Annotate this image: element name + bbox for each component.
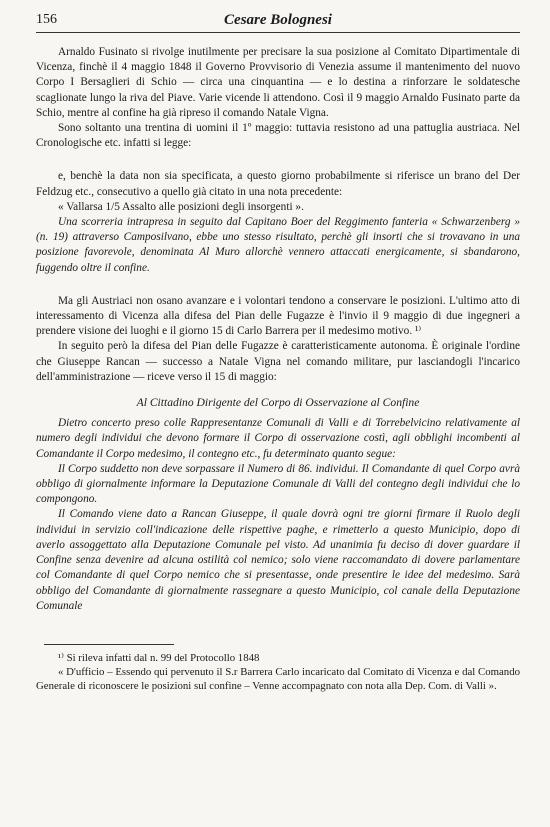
paragraph-2: Sono soltanto una trentina di uomini il 1º maggio: tuttavia resistono ad una pattuglia austriaca. Nel Cronologische etc. infatti si legge: [36, 122, 520, 150]
paragraph-6: Ma gli Austriaci non osano avanzare e i volontari tendono a conservare le posizioni. L'ultimo atto di interessamento di Vicenza alla difesa del Pian delle Fugazze è l'invio il 9 maggio di due ingegneri a prendere visione dei luoghi e il giorno 15 di Carlo Barrera per il medesimo motivo. ¹⁾ [36, 294, 520, 338]
spacer [36, 276, 520, 294]
paragraph-3: e, benchè la data non sia specificata, a questo giorno probabilmente si riferisce un brano del Der Feldzug etc., consecutivo a quello già citato in una nota precedente: [36, 170, 520, 198]
letter-paragraph-3: Il Comando viene dato a Rancan Giuseppe, il quale dovrà ogni tre giorni firmare il Ruolo degli individui in servizio coll'indicazione delle rispettive paghe, e rimetterlo a questo Municipio, dopo di averlo assoggettato alla Deputazione Comunale pel visto. Ad unanimia fu deciso di dover guardare il Confine senza devenire ad alcuna ostilità col nemico; solo viene raccomandato di dovere parlamentare col Comandante di quel Corpo nemico che si presentasse, onde presentire le idee del medesimo. Sarà obbligo del Comandante di giornalmente rassegnare a questo Municipio, col canale della Deputazione Comunale [36, 508, 520, 612]
spacer [36, 385, 520, 391]
letter-title: Al Cittadino Dirigente del Corpo di Osservazione al Confine [136, 396, 420, 410]
quote-passage: Una scorreria intrapresa in seguito dal Capitano Boer del Reggimento fanteria « Schwarzenberg » (n. 19) attraverso Camposilvano, ebbe uno stesso risultato, perchè gli insorti che si trovavano in una posizione favorevole, denominata Al Muro allorchè vennero attaccati energicamente, si sbandarono, fuggendo oltre il confine. [36, 216, 520, 274]
running-title: Cesare Bolognesi [224, 12, 332, 28]
page-number: 156 [36, 12, 57, 27]
letter-paragraph-2: Il Corpo suddetto non deve sorpassare il Numero di 86. individui. Il Comandante di quel Corpo avrà obbligo di giornalmente informare la Deputazione Comunale di Valli del contegno degli individui che lo compongono. [36, 462, 520, 506]
quote-line: « Vallarsa 1/5 Assalto alle posizioni degli insorgenti ». [58, 200, 304, 213]
footnote-1-quote: « D'ufficio – Essendo qui pervenuto il S.r Barrera Carlo incaricato dal Comitato di Vicenza e dal Comando Generale di riconoscere le posizioni sul confine – Venne accompagnato con nota alla Dep. Com. di Valli ». [36, 666, 520, 693]
spacer [36, 151, 520, 169]
footnote-1: ¹⁾ Si rileva infatti dal n. 99 del Protocollo 1848 [58, 651, 260, 664]
paragraph-7: In seguito però la difesa del Pian delle Fugazze è caratteristicamente autonoma. È originale l'ordine che Giuseppe Rancan — successo a Natale Vigna nel comando militare, pur lasciandogli l'incarico dell'amministrazione — riceve verso il 15 di maggio: [36, 340, 520, 383]
footnote-rule [44, 644, 174, 645]
footnotes [36, 651, 520, 694]
letter-paragraph-1: Dietro concerto preso colle Rappresentanze Comunali di Valli e di Torrebelvicino relativamente al numero degli individui che devono formare il Corpo di osservazione costì, agli obblighi incombenti al Comandante il Corpo medesimo, il contegno etc., fu determinato quanto segue: [36, 417, 520, 460]
paragraph-1: Arnaldo Fusinato si rivolge inutilmente per precisare la sua posizione al Comitato Dipartimentale di Vicenza, finchè il 4 maggio 1848 il Governo Provvisorio di Venezia assume il mantenimento del nuovo Corpo I Bersaglieri di Schio — circa una cinquantina — e lo destina a rinforzare le soldatesche scaglionate lungo la riva del Piave. Varie vicende li attendono. Così il 9 maggio Arnaldo Fusinato parte da Schio, mentre al confine ha già ripreso il comando Natale Vigna. [36, 46, 520, 119]
page-header [36, 10, 520, 33]
main-text [36, 45, 520, 614]
